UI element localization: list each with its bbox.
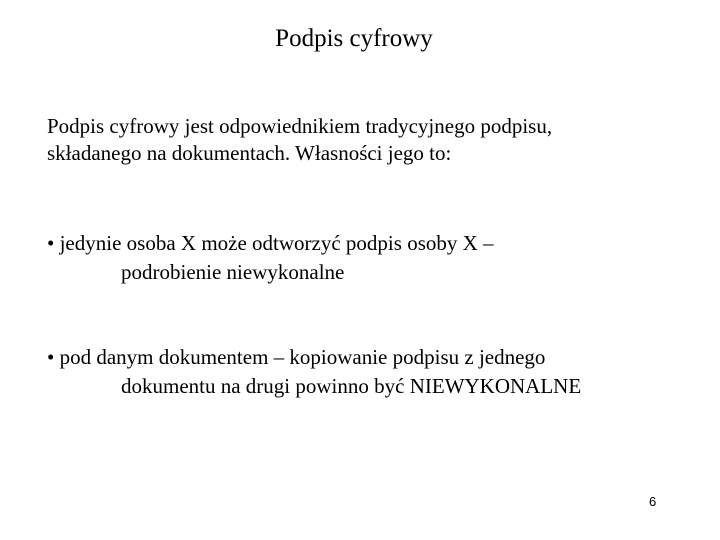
bullet-1-line-1: • jedynie osoba X może odtworzyć podpis osoby X – bbox=[47, 231, 494, 255]
bullet-item-2 bbox=[47, 343, 581, 401]
page-number: 6 bbox=[649, 494, 657, 509]
bullet-2-line-2: dokumentu na drugi powinno być NIEWYKONALNE bbox=[121, 374, 582, 398]
bullet-item-1 bbox=[47, 229, 494, 287]
bullet-2-line-1: • pod danym dokumentem – kopiowanie podpisu z jednego bbox=[47, 345, 546, 369]
bullet-1-line-2: podrobienie niewykonalne bbox=[121, 260, 345, 284]
intro-line-1: Podpis cyfrowy jest odpowiednikiem tradycyjnego podpisu, bbox=[47, 114, 553, 138]
intro-line-2: składanego na dokumentach. Własności jego to: bbox=[47, 141, 452, 165]
intro-paragraph bbox=[47, 113, 552, 167]
slide-title: Podpis cyfrowy bbox=[275, 25, 433, 52]
